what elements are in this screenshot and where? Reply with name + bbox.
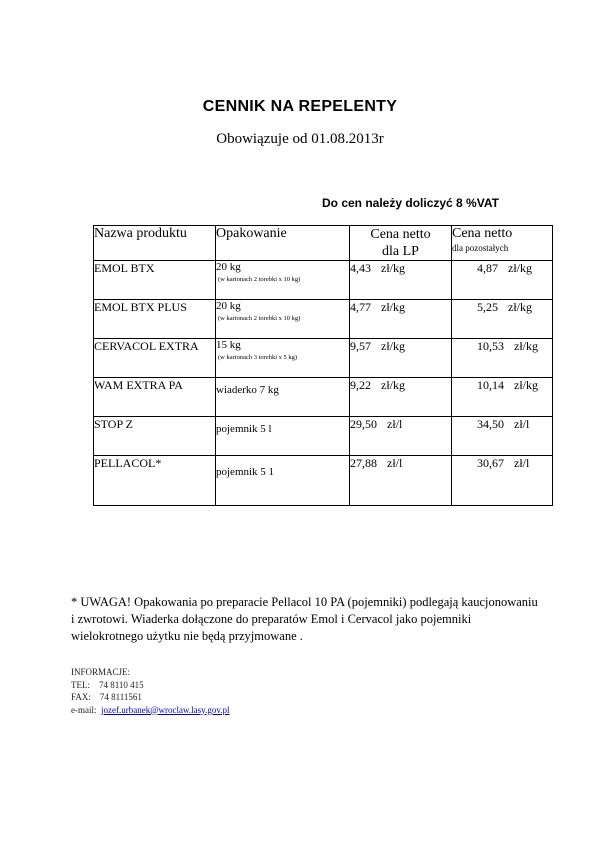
fax-number: 74 8111561 <box>99 692 142 702</box>
header-price-lp-line1: Cena netto <box>370 227 431 242</box>
header-packaging: Opakowanie <box>216 226 350 261</box>
product-name: STOP Z <box>94 417 216 456</box>
price-lp-unit: zł/kg <box>381 339 405 353</box>
price-lp: 9,22 <box>350 378 371 392</box>
price-lp: 27,88 <box>350 456 377 470</box>
table-header-row <box>94 226 553 261</box>
packaging-size: 20 kg <box>216 261 241 273</box>
table-row <box>94 456 553 506</box>
page-title: CENNIK NA REPELENTY <box>202 98 398 115</box>
vat-note: Do cen należy doliczyć 8 %VAT <box>322 196 499 210</box>
price-lp-unit: zł/l <box>387 417 403 431</box>
contact-heading: INFORMACJE: <box>71 667 131 677</box>
packaging-cell <box>216 261 350 300</box>
price-lp-cell <box>350 456 452 506</box>
price-table <box>93 225 553 506</box>
tel-label: TEL: <box>71 679 90 690</box>
product-name: PELLACOL* <box>94 456 216 506</box>
validity-date: Obowiązuje od 01.08.2013r <box>216 131 384 147</box>
price-lp: 4,77 <box>350 300 371 314</box>
return-policy-note: * UWAGA! Opakowania po preparacie Pellacol 10 PA (pojemniki) podlegają kaucjonowaniu i zwrotowi. Wiaderka dołączone do preparatów Emol i Cervacol jako pojemniki wielokrotnego użytku nie będą przyjmowane . <box>71 595 538 643</box>
price-other-cell <box>452 378 553 417</box>
packaging-size: pojemnik 5 l <box>216 423 272 435</box>
email-link[interactable]: jozef.urbanek@wroclaw.lasy.gov.pl <box>101 704 230 715</box>
price-lp-cell <box>350 261 452 300</box>
table-row <box>94 261 553 300</box>
product-name: CERVACOL EXTRA <box>94 339 216 378</box>
contact-tel <box>71 679 230 692</box>
table-row <box>94 417 553 456</box>
tel-number: 74 8110 415 <box>99 679 144 690</box>
price-lp-unit: zł/kg <box>381 378 405 392</box>
price-lp: 9,57 <box>350 339 371 353</box>
price-lp-cell <box>350 378 452 417</box>
price-other-cell <box>452 339 553 378</box>
product-name: WAM EXTRA PA <box>94 378 216 417</box>
price-other-unit: zł/kg <box>514 378 538 392</box>
header-price-lp-line2: dla LP <box>382 244 419 259</box>
price-lp-cell <box>350 417 452 456</box>
contact-info <box>71 666 230 716</box>
packaging-size: pojemnik 5 1 <box>216 466 275 478</box>
packaging-note: (w kartonach 2 torebki x 10 kg) <box>218 276 301 283</box>
price-other-cell <box>452 417 553 456</box>
price-other-unit: zł/kg <box>508 300 532 314</box>
price-lp-cell <box>350 300 452 339</box>
packaging-size: 15 kg <box>216 339 241 351</box>
fax-label: FAX: <box>71 692 91 702</box>
packaging-cell <box>216 456 350 506</box>
contact-fax <box>71 691 230 704</box>
price-other: 30,67 <box>477 456 504 470</box>
product-name: EMOL BTX PLUS <box>94 300 216 339</box>
price-other: 5,25 <box>477 300 498 314</box>
price-lp-unit: zł/kg <box>381 261 405 275</box>
price-other-unit: zł/kg <box>514 339 538 353</box>
price-other: 10,53 <box>477 339 504 353</box>
table-row <box>94 378 553 417</box>
packaging-cell <box>216 417 350 456</box>
table-row <box>94 339 553 378</box>
email-label: e-mail: <box>71 704 97 715</box>
contact-email <box>71 704 230 717</box>
header-price-other <box>452 226 553 261</box>
price-lp-unit: zł/l <box>387 456 403 470</box>
price-other-unit: zł/l <box>514 417 530 431</box>
price-other-unit: zł/kg <box>508 261 532 275</box>
price-other-cell <box>452 300 553 339</box>
packaging-cell <box>216 339 350 378</box>
packaging-cell <box>216 300 350 339</box>
packaging-cell <box>216 378 350 417</box>
price-other: 34,50 <box>477 417 504 431</box>
packaging-note: (w kartonach 2 torebki x 10 kg) <box>218 315 301 322</box>
header-price-other-line2: dla pozostałych <box>452 243 509 253</box>
price-lp: 4,43 <box>350 261 371 275</box>
table-row <box>94 300 553 339</box>
header-price-lp <box>350 226 452 261</box>
product-name: EMOL BTX <box>94 261 216 300</box>
packaging-size: 20 kg <box>216 300 241 312</box>
price-lp: 29,50 <box>350 417 377 431</box>
packaging-note: (w kartonach 3 torebki x 5 kg) <box>218 354 298 361</box>
price-other: 10,14 <box>477 378 504 392</box>
price-other-cell <box>452 261 553 300</box>
packaging-size: wiaderko 7 kg <box>216 384 279 396</box>
header-price-other-line1: Cena netto <box>452 226 513 241</box>
price-lp-cell <box>350 339 452 378</box>
price-other: 4,87 <box>477 261 498 275</box>
price-other-cell <box>452 456 553 506</box>
header-product-name: Nazwa produktu <box>94 226 216 261</box>
price-other-unit: zł/l <box>514 456 530 470</box>
price-lp-unit: zł/kg <box>381 300 405 314</box>
